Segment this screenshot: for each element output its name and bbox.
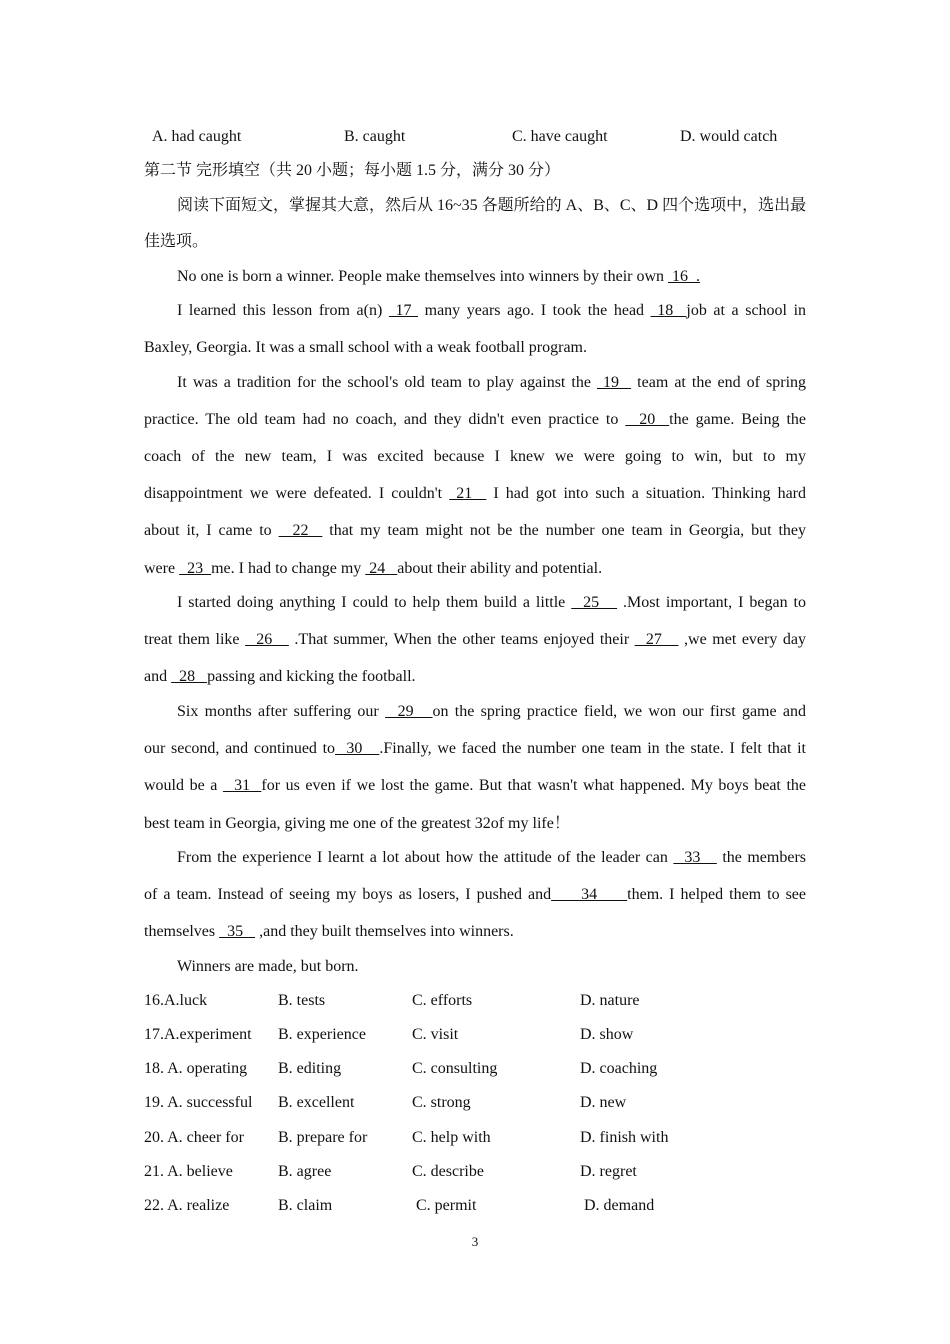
passage-line: best team in Georgia, giving me one of the greatest 32of my life！ bbox=[144, 815, 570, 832]
blank-29: 29 bbox=[385, 703, 433, 720]
passage-line bbox=[177, 702, 806, 722]
option-c: C. visit bbox=[412, 1026, 459, 1043]
blank-17: 17 bbox=[388, 302, 419, 319]
passage-line bbox=[144, 410, 806, 430]
option-row bbox=[144, 1162, 806, 1182]
option-d: D. coaching bbox=[580, 1060, 658, 1077]
passage-line bbox=[144, 776, 806, 796]
option-a: 22. A. realize bbox=[144, 1197, 230, 1214]
passage-text: I started doing anything I could to help them build a little bbox=[177, 594, 572, 611]
option-c: C. efforts bbox=[412, 992, 473, 1009]
passage-text: me. I had to change my bbox=[211, 560, 366, 577]
option-c: C. consulting bbox=[412, 1060, 498, 1077]
passage-text: disappointment we were defeated. I couldn't bbox=[144, 485, 450, 502]
passage-line: Baxley, Georgia. It was a small school with a weak football program. bbox=[144, 339, 587, 356]
blank-19: 19 bbox=[597, 374, 632, 391]
passage-line: coach of the new team, I was excited because I knew we were going to win, but to my bbox=[144, 448, 806, 465]
passage-text: .That summer, When the other teams enjoyed their bbox=[288, 631, 635, 648]
option-b: B. caught bbox=[344, 128, 406, 145]
passage-text: that my team might not be the number one team in Georgia, but they bbox=[322, 522, 807, 539]
option-a: 16.A.luck bbox=[144, 992, 208, 1009]
option-b: B. agree bbox=[278, 1163, 332, 1180]
passage-text: of a team. Instead of seeing my boys as losers, I pushed and bbox=[144, 886, 552, 903]
option-c: C. permit bbox=[412, 1197, 477, 1214]
option-c: C. describe bbox=[412, 1163, 484, 1180]
option-a: 17.A.experiment bbox=[144, 1026, 252, 1043]
option-a: 18. A. operating bbox=[144, 1060, 248, 1077]
passage-text: .Most important, I began to bbox=[617, 594, 806, 611]
passage-text: ,and they built themselves into winners. bbox=[255, 923, 514, 940]
option-row bbox=[144, 1025, 806, 1045]
passage-line bbox=[177, 373, 806, 393]
passage-text: the members bbox=[716, 849, 807, 866]
option-d: D. finish with bbox=[580, 1129, 669, 1146]
passage-text: passing and kicking the football. bbox=[207, 668, 416, 685]
blank-18: 18 bbox=[650, 302, 687, 319]
option-row bbox=[144, 1196, 806, 1216]
passage-text: I learned this lesson from a(n) bbox=[177, 302, 389, 319]
passage-text: It was a tradition for the school's old team to play against the bbox=[177, 374, 597, 391]
passage-text: No one is born a winner. People make themselves into winners by their own bbox=[177, 268, 669, 285]
option-a: A. had caught bbox=[152, 128, 242, 145]
passage-text: many years ago. I took the head bbox=[418, 302, 651, 319]
blank-30: 30 bbox=[335, 740, 380, 757]
blank-35: 35 bbox=[219, 923, 256, 940]
option-b: B. claim bbox=[278, 1197, 333, 1214]
option-c: C. strong bbox=[412, 1094, 471, 1111]
passage-line bbox=[144, 667, 806, 687]
passage-text: about it, I came to bbox=[144, 522, 279, 539]
option-row bbox=[144, 991, 806, 1011]
option-d: D. nature bbox=[580, 992, 640, 1009]
passage-text: treat them like bbox=[144, 631, 246, 648]
blank-16: 16 . bbox=[668, 268, 701, 285]
blank-23: 23 bbox=[179, 560, 212, 577]
passage-line bbox=[177, 593, 806, 613]
option-b: B. experience bbox=[278, 1026, 366, 1043]
prev-question-options bbox=[144, 127, 806, 147]
passage-line bbox=[144, 630, 806, 650]
passage-text: the game. Being the bbox=[669, 411, 807, 428]
option-row bbox=[144, 1128, 806, 1148]
passage-text: job at a school in bbox=[686, 302, 807, 319]
option-b: B. prepare for bbox=[278, 1129, 368, 1146]
option-a: 19. A. successful bbox=[144, 1094, 253, 1111]
option-b: B. tests bbox=[278, 992, 326, 1009]
passage-text: our second, and continued to bbox=[144, 740, 336, 757]
passage-line: Winners are made, but born. bbox=[177, 958, 359, 975]
passage-text: Six months after suffering our bbox=[177, 703, 386, 720]
passage-text: were bbox=[144, 560, 180, 577]
passage-text: for us even if we lost the game. But that wasn't what happened. My boys beat the bbox=[261, 777, 807, 794]
option-c: C. help with bbox=[412, 1129, 491, 1146]
instructions-line-1: 阅读下面短文，掌握其大意，然后从 16~35 各题所给的 A、B、C、D 四个选项中，选出最 bbox=[177, 197, 807, 214]
passage-line bbox=[177, 301, 806, 321]
passage-line bbox=[144, 484, 806, 504]
passage-text: about their ability and potential. bbox=[397, 560, 603, 577]
page-number: 3 bbox=[471, 1234, 479, 1249]
blank-26: 26 bbox=[245, 631, 289, 648]
passage-text: I had got into such a situation. Thinking hard bbox=[486, 485, 807, 502]
passage-text: ,we met every day bbox=[678, 631, 807, 648]
passage-text: would be a bbox=[144, 777, 223, 794]
option-a: 21. A. believe bbox=[144, 1163, 233, 1180]
option-c: C. have caught bbox=[512, 128, 608, 145]
passage-text: on the spring practice field, we won our first game and bbox=[432, 703, 806, 720]
passage-line bbox=[144, 559, 806, 579]
option-d: D. new bbox=[580, 1094, 627, 1111]
passage-line bbox=[144, 521, 806, 541]
passage-line bbox=[144, 885, 806, 905]
option-row bbox=[144, 1059, 806, 1079]
passage-line bbox=[144, 922, 806, 942]
blank-27: 27 bbox=[634, 631, 679, 648]
option-d: D. would catch bbox=[680, 128, 778, 145]
blank-21: 21 bbox=[449, 485, 487, 502]
passage-text: them. I helped them to see bbox=[627, 886, 807, 903]
passage-text: and bbox=[144, 668, 172, 685]
passage-line bbox=[177, 267, 806, 287]
option-d: D. demand bbox=[580, 1197, 655, 1214]
passage-line bbox=[144, 739, 806, 759]
section-heading: 第二节 完形填空（共 20 小题；每小题 1.5 分，满分 30 分） bbox=[144, 162, 561, 179]
blank-25: 25 bbox=[571, 594, 618, 611]
option-d: D. regret bbox=[580, 1163, 637, 1180]
option-b: B. excellent bbox=[278, 1094, 355, 1111]
option-d: D. show bbox=[580, 1026, 634, 1043]
instructions-line-2: 佳选项。 bbox=[144, 233, 209, 250]
blank-33: 33 bbox=[673, 849, 717, 866]
passage-text: practice. The old team had no coach, and they didn't even practice to bbox=[144, 411, 626, 428]
passage-text: team at the end of spring bbox=[631, 374, 807, 391]
blank-20: 20 bbox=[625, 411, 670, 428]
option-b: B. editing bbox=[278, 1060, 342, 1077]
blank-34: 34 bbox=[551, 886, 628, 903]
option-a: 20. A. cheer for bbox=[144, 1129, 244, 1146]
blank-24: 24 bbox=[365, 560, 398, 577]
option-row bbox=[144, 1093, 806, 1113]
passage-text: themselves bbox=[144, 923, 220, 940]
passage-text: From the experience I learnt a lot about how the attitude of the leader can bbox=[177, 849, 674, 866]
blank-31: 31 bbox=[222, 777, 262, 794]
blank-28: 28 bbox=[171, 668, 208, 685]
passage-text: .Finally, we faced the number one team in the state. I felt that it bbox=[379, 740, 807, 757]
passage-line bbox=[177, 848, 806, 868]
blank-22: 22 bbox=[278, 522, 323, 539]
